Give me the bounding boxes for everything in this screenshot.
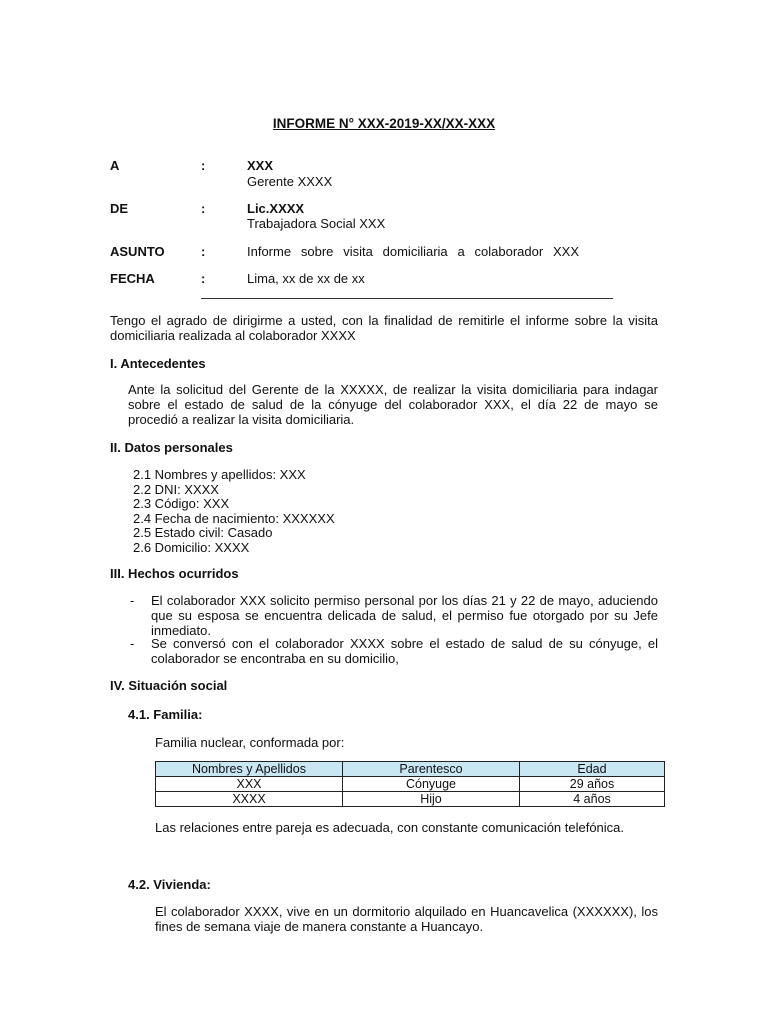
table-cell: Hijo [343, 792, 520, 807]
subsection-familia-title: 4.1. Familia: [128, 707, 203, 722]
table-cell: XXX [156, 777, 343, 792]
table-cell: XXXX [156, 792, 343, 807]
personal-data-list [133, 467, 335, 554]
list-item: 2.6 Domicilio: XXXX [133, 539, 250, 555]
to-name: XXX [247, 158, 274, 173]
bullet-dash: - [130, 593, 135, 608]
section-antecedentes-title: I. Antecedentes [110, 356, 206, 371]
list-item: 2.3 Código: XXX [133, 496, 230, 511]
section-datos-title: II. Datos personales [110, 440, 233, 455]
subject-label: ASUNTO [110, 244, 165, 259]
table-cell: Cónyuge [343, 777, 520, 792]
date-value: Lima, xx de xx de xx [247, 271, 365, 286]
list-item: 2.5 Estado civil: Casado [133, 525, 273, 540]
from-name: Lic.XXXX [247, 201, 305, 216]
date-colon: : [201, 271, 206, 286]
list-item: 2.1 Nombres y apellidos: XXX [133, 467, 306, 482]
list-item: 2.2 DNI: XXXX [133, 481, 219, 497]
section-hechos-title: III. Hechos ocurridos [110, 566, 239, 581]
intro-paragraph: Tengo el agrado de dirigirme a usted, con la finalidad de remitirle el informe sobre la visita domiciliaria realizada al colaborador XXXX [110, 313, 658, 343]
to-colon: : [201, 158, 206, 173]
subject-value: Informe sobre visita domiciliaria a colaborador XXX [247, 244, 579, 259]
vivienda-text: El colaborador XXXX, vive en un dormitorio alquilado en Huancavelica (XXXXXX), los fines de semana viaje de manera constante a Huancayo. [155, 904, 658, 934]
to-label: A [110, 158, 120, 173]
to-role: Gerente XXXX [247, 174, 333, 189]
from-role: Trabajadora Social XXX [247, 216, 386, 231]
subject-colon: : [201, 244, 206, 259]
from-colon: : [201, 201, 206, 216]
column-header: Nombres y Apellidos [156, 762, 343, 777]
bullet-text: El colaborador XXX solicito permiso personal por los días 21 y 22 de mayo, aduciendo que su esposa se encuentra delicada de salud, el permiso fue otorgado por su Jefe inmediato. [151, 593, 658, 638]
familia-intro: Familia nuclear, conformada por: [155, 735, 345, 750]
list-item: 2.4 Fecha de nacimiento: XXXXXX [133, 510, 335, 526]
family-table [155, 761, 665, 807]
column-header: Parentesco [343, 762, 520, 777]
table-cell: 29 años [520, 777, 665, 792]
familia-note: Las relaciones entre pareja es adecuada, con constante comunicación telefónica. [155, 820, 625, 835]
bullet-text: Se conversó con el colaborador XXXX sobre el estado de salud de su cónyuge, el colaborador se encontraba en su domicilio, [151, 636, 658, 666]
table-header-row [156, 762, 665, 777]
table-row [156, 792, 665, 807]
header-divider [201, 298, 613, 299]
table-cell: 4 años [520, 792, 665, 807]
from-label: DE [110, 201, 129, 216]
table-row [156, 777, 665, 792]
section-situacion-title: IV. Situación social [110, 678, 228, 693]
bullet-dash: - [130, 636, 135, 651]
date-label: FECHA [110, 271, 155, 286]
report-title: INFORME N° XXX-2019-XX/XX-XXX [272, 116, 496, 131]
subsection-vivienda-title: 4.2. Vivienda: [128, 877, 211, 892]
section-antecedentes-text: Ante la solicitud del Gerente de la XXXXX, de realizar la visita domiciliaria para indagar sobre el estado de salud de la cónyuge del colaborador XXX, el día 22 de mayo se procedió a realizar la visita domiciliaria. [128, 382, 658, 427]
column-header: Edad [520, 762, 665, 777]
